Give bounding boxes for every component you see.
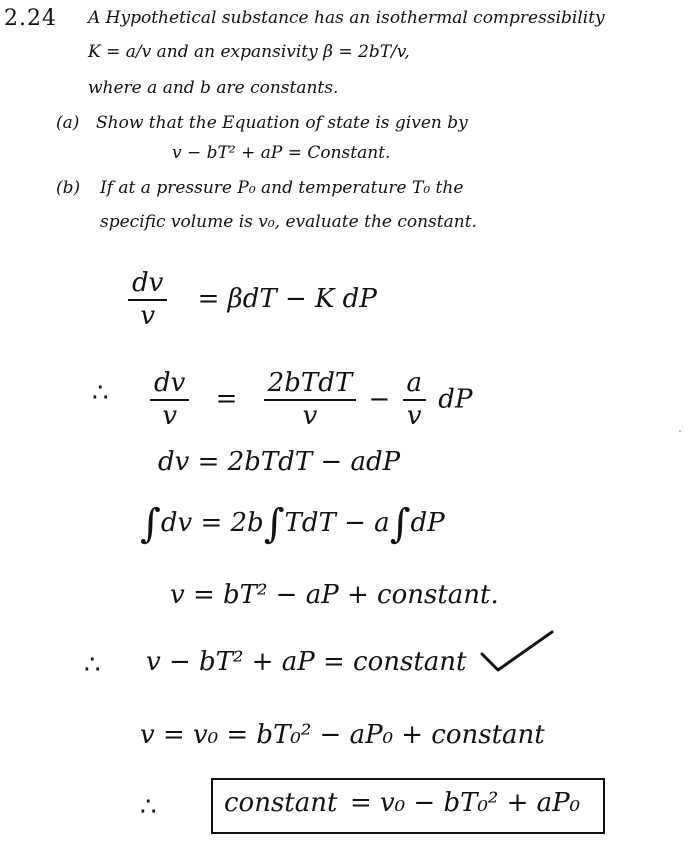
part-b-line2: specific volume is v₀, evaluate the constant. bbox=[100, 212, 477, 232]
eq5: v = bT² − aP + constant. bbox=[170, 580, 499, 610]
therefore-symbol-2: ∴ bbox=[84, 650, 101, 680]
part-b-label: (b) bbox=[56, 178, 81, 198]
scan-speck bbox=[679, 430, 681, 432]
eq2-minus: − bbox=[368, 384, 391, 415]
eq2-term1-denominator: v bbox=[302, 401, 318, 432]
eq2-term1-fraction bbox=[264, 370, 357, 431]
part-a-equation: v − bT² + aP = Constant. bbox=[172, 143, 391, 163]
eq7: v = v₀ = bT₀² − aP₀ + constant bbox=[140, 720, 545, 750]
eq2-lhs-fraction bbox=[150, 370, 189, 431]
eq2-term2-tail: dP bbox=[438, 384, 473, 415]
eq1-rhs: = βdT − K dP bbox=[197, 284, 377, 315]
eq2 bbox=[146, 370, 472, 431]
problem-intro-line2: K = a/v and an expansivity β = 2bT/v, bbox=[88, 42, 410, 62]
eq2-term1-numerator: 2bTdT bbox=[264, 370, 357, 401]
checkmark-icon bbox=[478, 628, 558, 674]
problem-intro-line3: where a and b are constants. bbox=[88, 78, 339, 98]
eq8-rhs: = v₀ − bT₀² + aP₀ bbox=[350, 788, 581, 818]
therefore-symbol-1: ∴ bbox=[92, 378, 109, 408]
integral-sign-1: ∫ bbox=[140, 501, 161, 547]
eq3: dv = 2bTdT − adP bbox=[158, 447, 401, 477]
eq2-lhs-denominator: v bbox=[162, 401, 178, 432]
eq2-lhs-numerator: dv bbox=[150, 370, 189, 401]
eq8-lhs: constant bbox=[224, 788, 338, 818]
eq4-part-c: dP bbox=[410, 508, 445, 538]
eq2-equals: = bbox=[215, 384, 238, 415]
part-a-label: (a) bbox=[56, 113, 80, 133]
eq4 bbox=[140, 501, 445, 547]
eq2-term2-fraction bbox=[403, 370, 427, 431]
eq4-part-b: TdT − a bbox=[284, 508, 390, 538]
problem-intro-line1: A Hypothetical substance has an isothermal compressibility bbox=[88, 8, 605, 28]
eq1-lhs-fraction bbox=[128, 270, 167, 331]
integral-sign-2: ∫ bbox=[263, 501, 285, 547]
integral-sign-3: ∫ bbox=[389, 501, 411, 547]
eq2-term2-numerator: a bbox=[403, 370, 427, 401]
eq1-lhs-numerator: dv bbox=[128, 270, 167, 301]
part-a-text: Show that the Equation of state is given by bbox=[96, 113, 468, 133]
eq1-lhs-denominator: v bbox=[140, 301, 156, 332]
eq4-part-a: dv = 2b bbox=[160, 508, 264, 538]
problem-number: 2.24 bbox=[4, 6, 57, 31]
part-b-line1: If at a pressure P₀ and temperature T₀ the bbox=[100, 178, 464, 198]
eq1 bbox=[124, 270, 377, 331]
therefore-symbol-3: ∴ bbox=[140, 792, 157, 822]
eq2-term2-denominator: v bbox=[406, 401, 422, 432]
eq6: v − bT² + aP = constant bbox=[146, 647, 467, 677]
